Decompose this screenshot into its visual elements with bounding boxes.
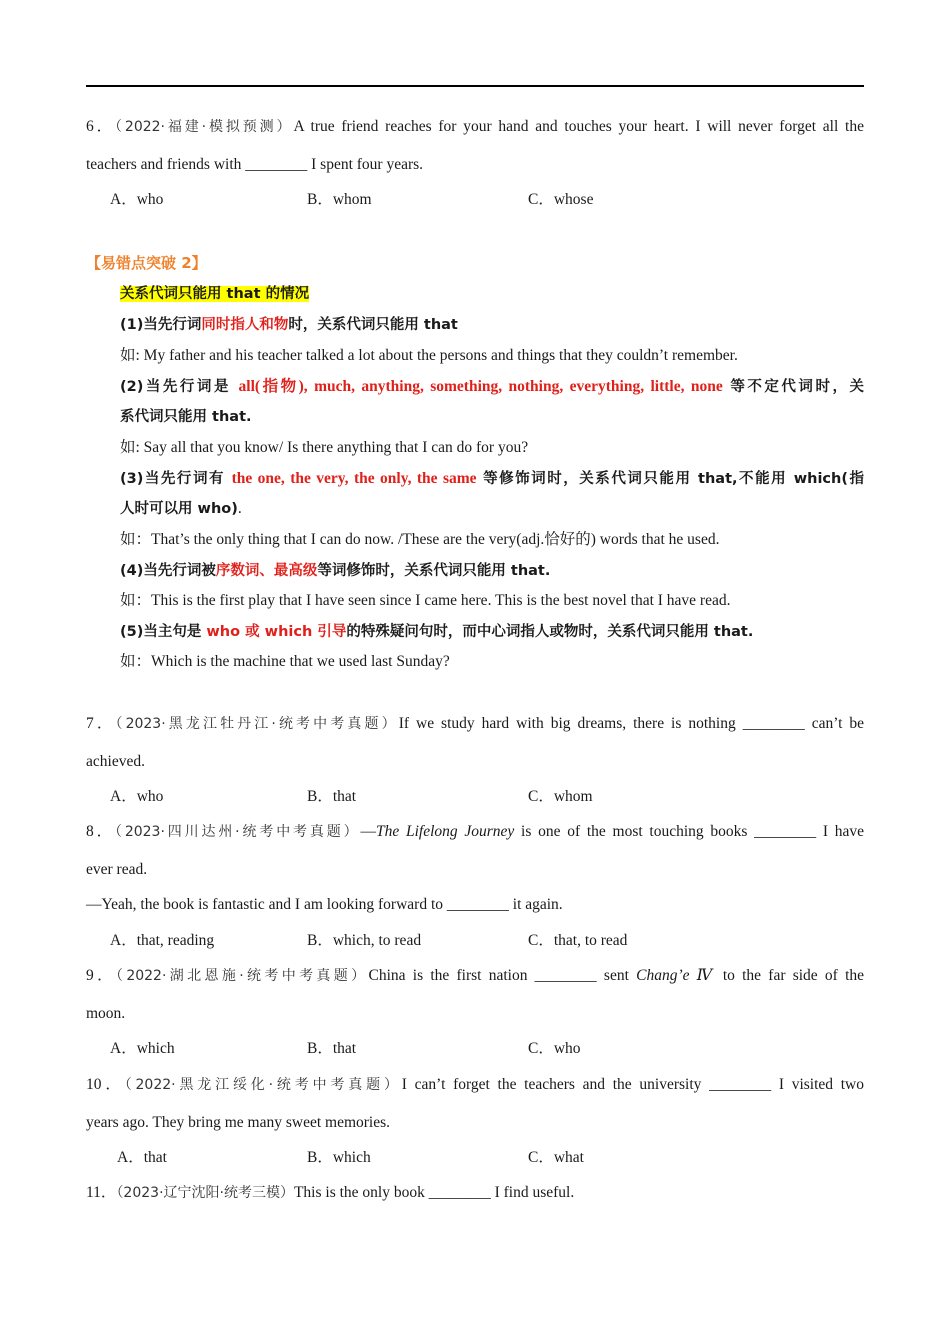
- question-8-option-c[interactable]: C．that, to read: [528, 932, 628, 949]
- question-8-line-2: ever read.: [86, 861, 148, 878]
- question-6-option-b[interactable]: B．whom: [307, 191, 372, 208]
- rule-3-line-1: (3)当先行词有 the one, the very, the only, the same 等修饰词时，关系代词只能用 that,不能用 which(指: [120, 470, 864, 487]
- question-11-line-1: 11．（2023·辽宁沈阳·统考三模）This is the only book ________ I find useful.: [86, 1184, 575, 1201]
- question-7-source: （2023·黑龙江牡丹江·统考中考真题）: [115, 716, 399, 732]
- question-10-line-1: 10．（2022·黑龙江绥化·统考中考真题）I can’t forget the teachers and the university ________ I visited two: [86, 1076, 864, 1093]
- question-6-option-a[interactable]: A．who: [110, 191, 164, 208]
- section-title: 【易错点突破 2】: [86, 254, 207, 272]
- example-4: 如：This is the first play that I have seen since I came here. This is the best novel that I have read.: [120, 592, 731, 609]
- rule-5: (5)当主句是 who 或 which 引导的特殊疑问句时，而中心词指人或物时，关系代词只能用 that.: [120, 624, 754, 640]
- question-10-option-a[interactable]: A．that: [117, 1149, 167, 1166]
- question-9-option-c[interactable]: C．who: [528, 1040, 581, 1057]
- rule-2-line-2: 系代词只能用 that.: [120, 409, 252, 425]
- spacecraft-name: Chang’e Ⅳ: [636, 967, 716, 984]
- question-11-source: （2023·辽宁沈阳·统考三模）: [116, 1185, 294, 1201]
- rule-4: (4)当先行词被序数词、最高级等词修饰时，关系代词只能用 that.: [120, 563, 551, 579]
- section-heading: 关系代词只能用 that 的情况: [120, 286, 310, 302]
- rule-1: (1)当先行词同时指人和物时，关系代词只能用 that: [120, 317, 458, 333]
- example-1: 如: My father and his teacher talked a lot about the persons and things that they couldn’t remember.: [120, 347, 738, 364]
- question-8-line-1: 8．（2023·四川达州·统考中考真题）—The Lifelong Journey is one of the most touching books ________ I have: [86, 823, 865, 840]
- question-7-option-a[interactable]: A．who: [110, 788, 164, 805]
- question-7-option-b[interactable]: B．that: [307, 788, 357, 805]
- header-rule: [86, 85, 864, 87]
- question-6-source: （2022·福建·模拟预测）: [115, 119, 294, 135]
- question-6-line-1: 6．（2022·福建·模拟预测）A true friend reaches for your hand and touches your heart. I will never forget all the: [86, 118, 864, 135]
- question-9-line-2: moon.: [86, 1005, 126, 1022]
- question-9-source: （2022·湖北恩施·统考中考真题）: [115, 968, 369, 984]
- question-6-option-c[interactable]: C．whose: [528, 191, 594, 208]
- example-3: 如：That’s the only thing that I can do now. /These are the very(adj.恰好的) words that he used.: [120, 531, 720, 548]
- question-8-option-b[interactable]: B．which, to read: [307, 932, 422, 949]
- example-2: 如: Say all that you know/ Is there anything that I can do for you?: [120, 439, 529, 456]
- question-7-line-2: achieved.: [86, 753, 145, 770]
- question-10-option-b[interactable]: B．which: [307, 1149, 371, 1166]
- question-9-option-b[interactable]: B．that: [307, 1040, 357, 1057]
- book-title: The Lifelong Journey: [375, 823, 515, 840]
- question-9-line-1: 9．（2022·湖北恩施·统考中考真题）China is the first nation ________ sent Chang’e Ⅳ to the far side of the: [86, 967, 864, 984]
- question-9-option-a[interactable]: A．which: [110, 1040, 175, 1057]
- question-8-option-a[interactable]: A．that, reading: [110, 932, 215, 949]
- rule-3-line-2: 人时可以用 who).: [120, 500, 242, 517]
- example-5: 如：Which is the machine that we used last Sunday?: [120, 653, 450, 670]
- question-8-source: （2023·四川达州·统考中考真题）: [114, 824, 361, 840]
- rule-2-line-1: (2)当先行词是 all(指物), much, anything, something, nothing, everything, little, none 等不定代词时，关: [120, 378, 864, 395]
- question-10-option-c[interactable]: C．what: [528, 1149, 584, 1166]
- question-7-option-c[interactable]: C．whom: [528, 788, 593, 805]
- question-7-line-1: 7．（2023·黑龙江牡丹江·统考中考真题）If we study hard with big dreams, there is nothing ________ can’t be: [86, 715, 865, 732]
- question-8-line-3: —Yeah, the book is fantastic and I am looking forward to ________ it again.: [86, 896, 563, 913]
- question-6-line-2: teachers and friends with ________ I spent four years.: [86, 156, 424, 173]
- question-10-line-2: years ago. They bring me many sweet memories.: [86, 1114, 391, 1131]
- question-10-source: （2022·黑龙江绥化·统考中考真题）: [124, 1077, 402, 1093]
